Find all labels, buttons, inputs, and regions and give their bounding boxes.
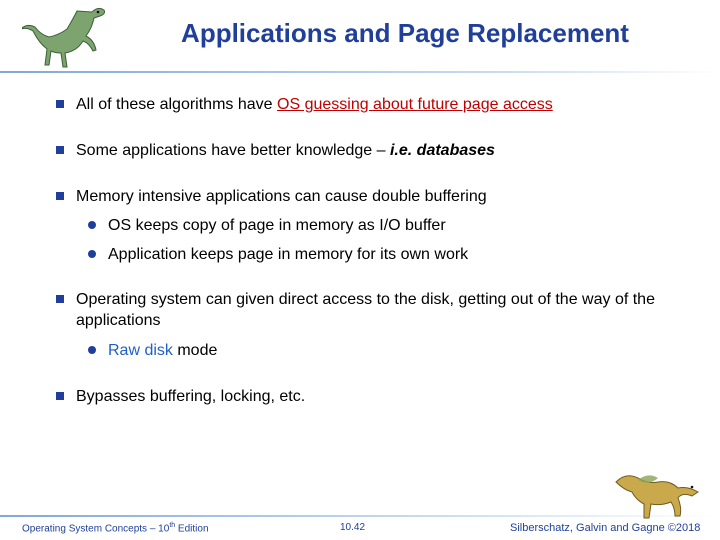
footer-book-title-sup: th [169,522,176,529]
footer-book-title [22,522,209,534]
bullet-5-text: Bypasses buffering, locking, etc. [76,388,306,405]
bullet-2-emphasis: i.e. databases [389,142,495,159]
dinosaur-footer-icon [608,462,708,524]
square-bullet-icon [56,146,64,154]
round-bullet-icon [88,346,96,354]
round-bullet-icon [88,221,96,229]
footer-book-title-edition: Edition [175,523,209,535]
footer-page-number: 10.42 [340,522,366,533]
slide-title: Applications and Page Replacement [181,18,629,48]
bullet-3-sub-2-text: Application keeps page in memory for its own work [108,246,469,263]
round-bullet-icon [88,250,96,258]
bullet-1-text: All of these algorithms have [76,96,277,113]
footer-book-title-main: Operating System Concepts – 10 [22,523,170,535]
dinosaur-logo-icon [22,4,112,72]
bullet-4-text: Operating system can given direct access to the disk, getting out of the way of the applications [76,291,655,329]
square-bullet-icon [56,100,64,108]
square-bullet-icon [56,392,64,400]
bullet-4-sub-1-text: mode [172,342,218,359]
title-bar [0,0,720,72]
bullet-3-sub-1-text: OS keeps copy of page in memory as I/O buffer [108,217,446,234]
bullet-4-sub-1-emphasis: Raw disk [108,342,173,359]
bullet-3-text: Memory intensive applications can cause double buffering [76,188,487,205]
title-divider [0,71,720,73]
square-bullet-icon [56,192,64,200]
footer-copyright: Silberschatz, Galvin and Gagne ©2018 [510,522,701,534]
bullet-1-emphasis: OS guessing about future page access [277,96,553,113]
square-bullet-icon [56,295,64,303]
bullet-2-text: Some applications have better knowledge – [76,142,390,159]
